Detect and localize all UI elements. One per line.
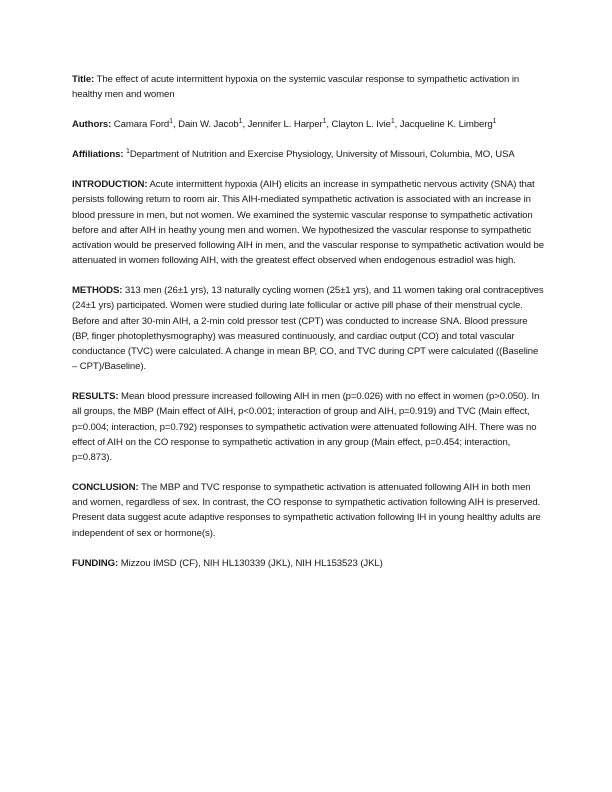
author: Jacqueline K. Limberg$^1$ bbox=[399, 118, 497, 131]
abstract-page bbox=[72, 72, 544, 586]
author: Jennifer L. Harper$^1$, bbox=[247, 118, 332, 131]
affiliation-superscript: 1 bbox=[126, 148, 130, 156]
author: Camara Ford$^1$, bbox=[113, 118, 179, 131]
title-paragraph bbox=[72, 72, 544, 102]
title-text: The effect of acute intermittent hypoxia on the systemic vascular response to sympathetic activation in healthy men and women bbox=[72, 74, 520, 101]
introduction-text: Acute intermittent hypoxia (AIH) elicits an increase in sympathetic nervous activity (SNA) that persists following return to room air. This AIH-mediated sympathetic activation is associated with an increase in blood pressure in men, but not women. We examined the systemic vascular response to sympathetic activation before and after AIH in heathy young men and women. We hypothesized the vascular response to sympathetic activation would be preserved following AIH in men, and the vascular response to sympathetic activation would be attenuated in women following AIH, with the greatest effect observed when endogenous estradiol was high. bbox=[72, 179, 544, 267]
author: Clayton L. Ivie$^1$, bbox=[331, 118, 400, 131]
affiliations-paragraph bbox=[72, 147, 544, 162]
introduction-label: INTRODUCTION: bbox=[72, 179, 148, 191]
introduction-paragraph bbox=[72, 177, 544, 268]
methods-paragraph bbox=[72, 283, 544, 374]
title-label: Title: bbox=[72, 74, 95, 85]
funding-paragraph bbox=[72, 556, 544, 571]
conclusion-paragraph bbox=[72, 480, 544, 541]
authors-list bbox=[114, 119, 497, 130]
results-paragraph bbox=[72, 389, 544, 465]
results-label: RESULTS: bbox=[72, 391, 119, 403]
conclusion-text: The MBP and TVC response to sympathetic activation is attenuated following AIH in both men and women, regardless of sex. In contrast, the CO response to sympathetic activation following AIH is preserved. Present data suggest acute adaptive responses to sympathetic activation following IH in young healthy adults are independent of sex or hormone(s). bbox=[72, 482, 541, 539]
methods-label: METHODS: bbox=[72, 285, 123, 297]
affiliations-label: Affiliations: bbox=[72, 149, 124, 161]
conclusion-label: CONCLUSION: bbox=[72, 482, 139, 494]
methods-text: 313 men (26±1 yrs), 13 naturally cycling women (25±1 yrs), and 11 women taking oral contraceptives (24±1 yrs) participated. Women were studied during late follicular or active pill phase of their menstrual cycle. Before and after 30-min AIH, a 2-min cold pressor test (CPT) was conducted to increase SNA. Blood pressure (BP, finger photoplethysmography) was measured continuously, and cardiac output (CO) and total vascular conductance (TVC) were calculated. A change in mean BP, CO, and TVC during CPT were calculated ((Baseline – CPT)/Baseline). bbox=[72, 285, 544, 373]
authors-paragraph bbox=[72, 117, 544, 132]
author: Dain W. Jacob$^1$, bbox=[178, 118, 248, 131]
authors-label: Authors: bbox=[72, 119, 112, 131]
funding-text: Mizzou IMSD (CF), NIH HL130339 (JKL), NIH HL153523 (JKL) bbox=[120, 557, 383, 569]
affiliation-text: Department of Nutrition and Exercise Physiology, University of Missouri, Columbia, MO, USA bbox=[129, 149, 515, 161]
results-text: Mean blood pressure increased following AIH in men (p=0.026) with no effect in women (p>0.050). In all groups, the MBP (Main effect of AIH, p<0.001; interaction of group and AIH, p=0.919) and TVC (Main effect, p=0.004; interaction, p=0.792) responses to sympathetic activation were attenuated following AIH. There was no effect of AIH on the CO response to sympathetic activation in any group (Main effect, p=0.454; interaction, p=0.873). bbox=[72, 391, 540, 464]
funding-label: FUNDING: bbox=[72, 557, 119, 569]
